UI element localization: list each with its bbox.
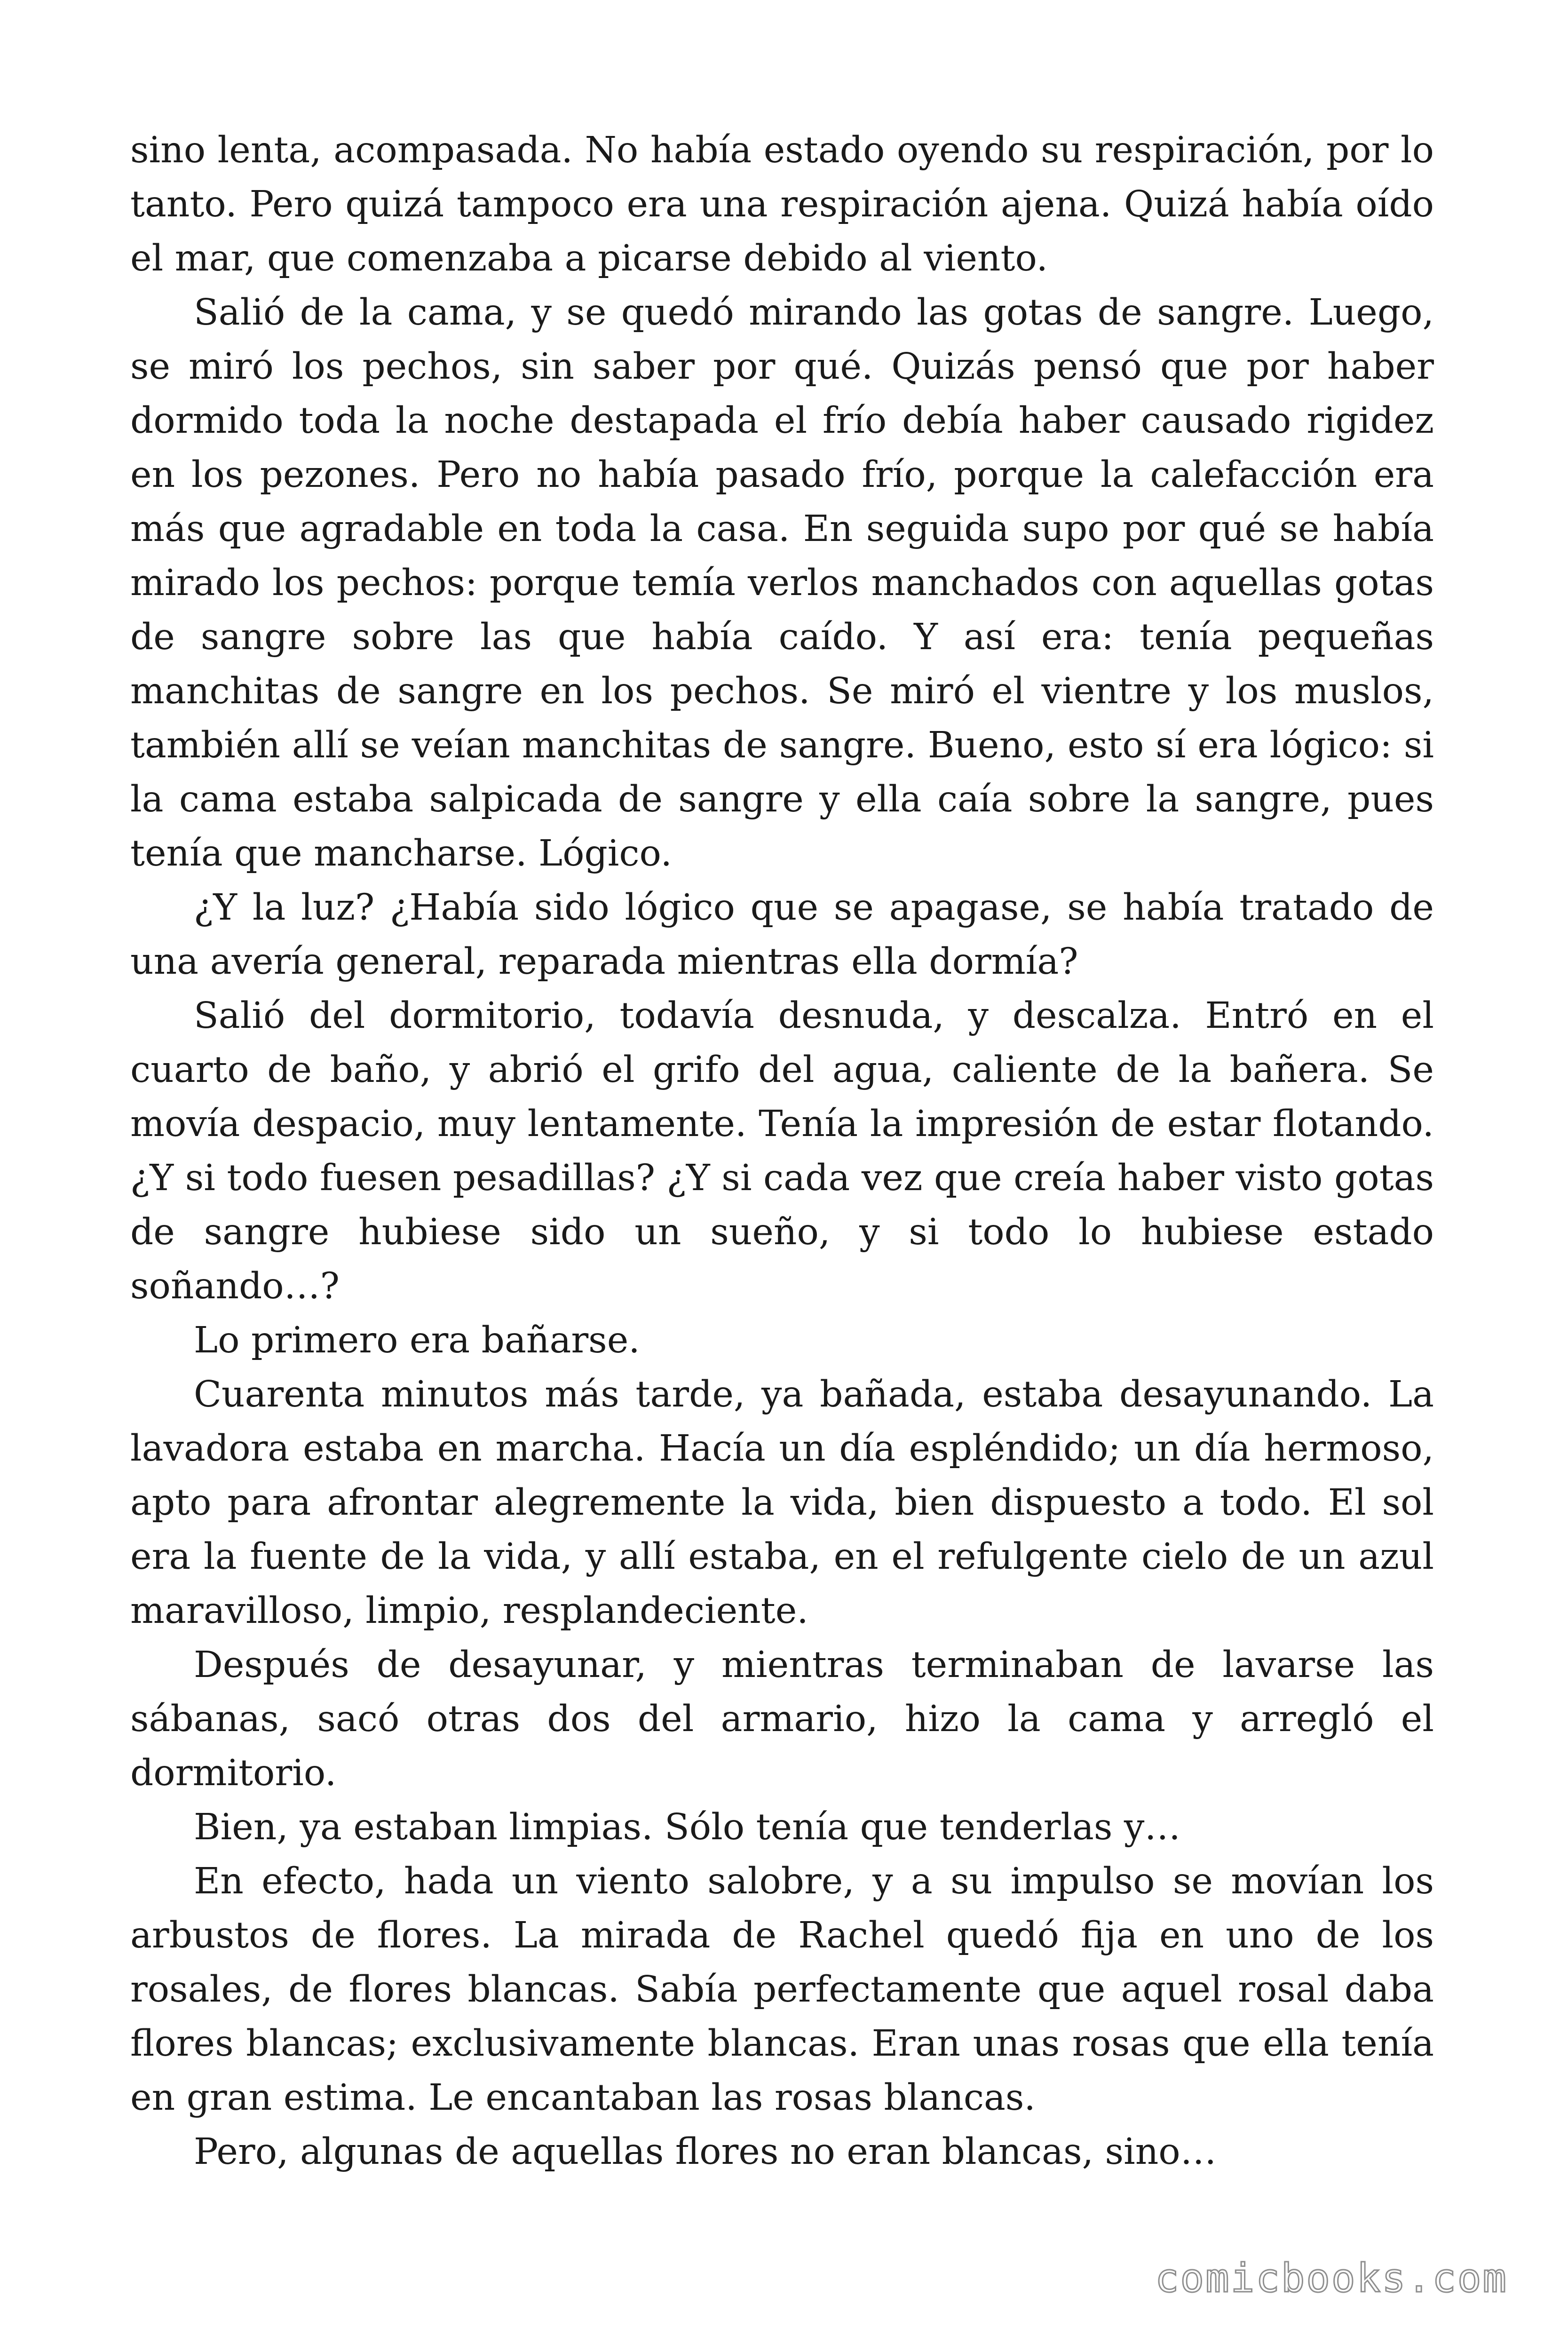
- paragraph-6: Cuarenta minutos más tarde, ya bañada, estaba desayunando. La lavadora estaba en marcha. Hacía un día espléndido; un día hermoso, apto para afrontar alegremente la vida, bien dispuesto a todo. El sol era la fuente de la vida, y allí estaba, en el refulgente cielo de un azul maravilloso, limpio, resplandeciente.: [130, 1374, 1434, 1632]
- paragraph-1: sino lenta, acompasada. No había estado oyendo su respiración, por lo tanto. Pero quizá tampoco era una respiración ajena. Quizá había oído el mar, que comenzaba a picarse debido al viento.: [130, 129, 1434, 279]
- watermark: comicbooks.com: [1155, 2255, 1508, 2301]
- paragraph-4: Salió del dormitorio, todavía desnuda, y descalza. Entró en el cuarto de baño, y abrió el grifo del agua, caliente de la bañera. Se movía despacio, muy lentamente. Tenía la impresión de estar flotando. ¿Y si todo fuesen pesadillas? ¿Y si cada vez que creía haber visto gotas de sangre hubiese sido un sueño, y si todo lo hubiese estado soñando…?: [130, 995, 1434, 1307]
- paragraph-9: En efecto, hada un viento salobre, y a su impulso se movían los arbustos de flores. La mirada de Rachel quedó fija en uno de los rosales, de flores blancas. Sabía perfectamente que aquel rosal daba flores blancas; exclusivamente blancas. Eran unas rosas que ella tenía en gran estima. Le encantaban las rosas blancas.: [130, 1860, 1434, 2119]
- page-body: [130, 123, 1434, 2179]
- paragraph-7: Después de desayunar, y mientras terminaban de lavarse las sábanas, sacó otras dos del armario, hizo la cama y arregló el dormitorio.: [130, 1644, 1434, 1794]
- paragraph-3: ¿Y la luz? ¿Había sido lógico que se apagase, se había tratado de una avería general, reparada mientras ella dormía?: [130, 887, 1434, 983]
- paragraph-5: Lo primero era bañarse.: [194, 1319, 640, 1361]
- paragraph-10: Pero, algunas de aquellas flores no eran blancas, sino…: [194, 2131, 1217, 2173]
- paragraph-2: Salió de la cama, y se quedó mirando las gotas de sangre. Luego, se miró los pechos, sin saber por qué. Quizás pensó que por haber dormido toda la noche destapada el frío debía haber causado rigidez en los pezones. Pero no había pasado frío, porque la calefacción era más que agradable en toda la casa. En seguida supo por qué se había mirado los pechos: porque temía verlos manchados con aquellas gotas de sangre sobre las que había caído. Y así era: tenía pequeñas manchitas de sangre en los pechos. Se miró el vientre y los muslos, también allí se veían manchitas de sangre. Bueno, esto sí era lógico: si la cama estaba salpicada de sangre y ella caía sobre la sangre, pues tenía que mancharse. Lógico.: [130, 292, 1434, 874]
- paragraph-8: Bien, ya estaban limpias. Sólo tenía que tenderlas y…: [194, 1806, 1181, 1848]
